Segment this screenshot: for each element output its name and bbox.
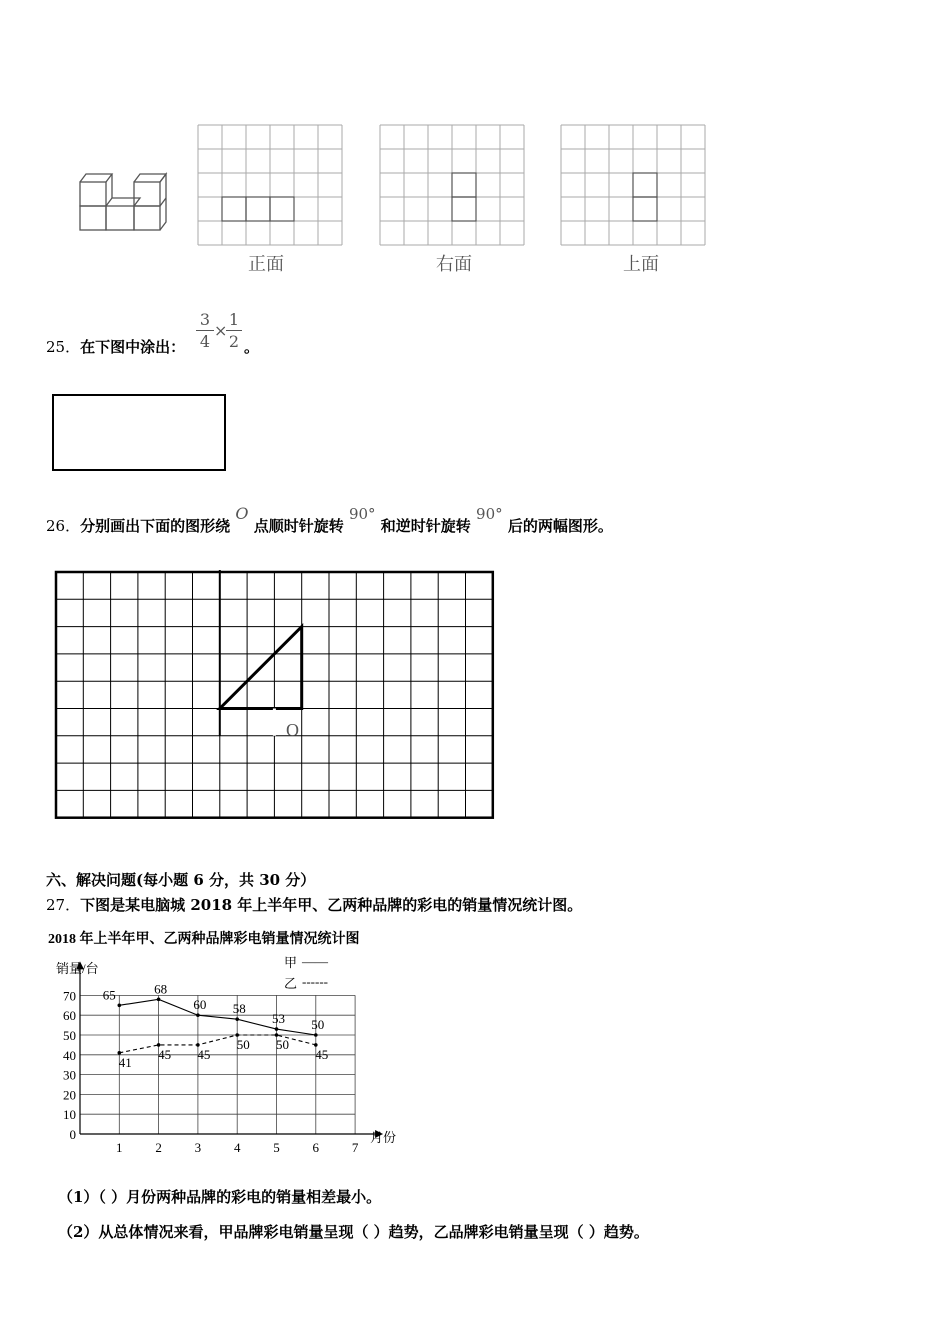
question-text: 在下图中涂出：	[80, 338, 186, 356]
shading-rectangle[interactable]	[52, 394, 226, 471]
series-line-jia	[119, 999, 315, 1035]
data-label: 45	[315, 1046, 329, 1062]
legend-label-jia: 甲	[284, 955, 298, 970]
y-tick-label: 40	[63, 1047, 76, 1063]
angle-counterclockwise: 90°	[476, 505, 503, 523]
question-text: 下图是某电脑城 2018 年上半年甲、乙两种品牌的彩电的销量情况统计图。	[80, 896, 583, 914]
chart-title: 2018 年上半年甲、乙两种品牌彩电销量情况统计图	[48, 932, 360, 947]
sub-question-2: （2）从总体情况来看，甲品牌彩电销量呈现（ ）趋势，乙品牌彩电销量呈现（ ）趋势。	[58, 1223, 649, 1241]
angle-clockwise: 90°	[348, 505, 376, 523]
section-heading: 六、解决问题(每小题 6 分，共 30 分）	[46, 871, 316, 889]
y-tick-label: 0	[69, 1127, 76, 1142]
cube-figure	[76, 168, 172, 234]
data-point	[235, 1017, 239, 1021]
question-27	[46, 894, 582, 915]
data-label: 41	[118, 1054, 132, 1070]
x-tick-label: 1	[116, 1140, 123, 1155]
fraction-denominator: 2	[228, 332, 240, 351]
question-26	[46, 504, 613, 536]
question-25	[46, 336, 185, 357]
y-tick-label: 10	[63, 1107, 76, 1123]
front-view-grid	[196, 124, 344, 246]
x-axis-label: 月份	[370, 1130, 397, 1145]
data-point	[118, 1004, 122, 1008]
fraction-denominator: 4	[199, 332, 211, 351]
data-label: 68	[154, 981, 168, 997]
data-point	[196, 1013, 200, 1017]
data-label: 45	[158, 1046, 172, 1062]
data-label: 50	[311, 1017, 325, 1032]
question-text-part: 和逆时针旋转	[380, 517, 471, 535]
question-number: 25．	[46, 338, 81, 356]
y-tick-label: 30	[63, 1067, 76, 1083]
grid-point-o-label: O	[286, 720, 299, 740]
data-point	[275, 1027, 279, 1031]
legend-label-yi: 乙	[284, 976, 298, 991]
drawn-square	[452, 197, 476, 221]
rotation-grid[interactable]	[54, 570, 496, 822]
data-label: 58	[232, 1001, 246, 1017]
x-tick-label: 7	[351, 1140, 359, 1155]
y-tick-label: 50	[63, 1028, 76, 1043]
x-tick-label: 4	[233, 1140, 241, 1155]
question-text-part: 点顺时针旋转	[253, 517, 344, 535]
data-label: 60	[193, 997, 207, 1013]
times-sign: ×	[214, 321, 228, 340]
legend-mark-jia: ——	[302, 954, 328, 969]
top-view-label: 上面	[623, 254, 659, 275]
front-view-label: 正面	[248, 254, 284, 275]
right-view-label: 右面	[436, 254, 472, 275]
chart-legend	[284, 954, 329, 991]
drawn-square	[452, 173, 476, 197]
y-tick-label: 60	[63, 1008, 76, 1024]
fraction-numerator: 1	[228, 310, 240, 329]
y-axis-label: 销量/台	[56, 961, 99, 976]
point-o-symbol: O	[235, 504, 249, 523]
x-tick-label: 6	[312, 1140, 320, 1155]
y-tick-label: 70	[63, 988, 76, 1004]
data-label: 53	[272, 1011, 285, 1027]
question-number: 26．	[46, 517, 81, 535]
right-view-grid	[378, 124, 526, 246]
fraction-one-half	[226, 310, 242, 351]
question-text-part: 后的两幅图形。	[507, 517, 613, 535]
sales-line-chart	[40, 924, 420, 1160]
drawn-square	[246, 197, 270, 221]
drawn-square	[633, 197, 657, 221]
sub-question-1: （1）（ ）月份两种品牌的彩电的销量相差最小。	[58, 1188, 382, 1206]
fraction-numerator: 3	[199, 310, 211, 329]
data-point	[157, 998, 161, 1002]
data-label: 65	[102, 987, 116, 1003]
question-number: 27．	[46, 896, 81, 914]
triangle-shape	[220, 627, 302, 709]
question-end-mark: 。	[244, 338, 260, 356]
x-tick-label: 5	[273, 1140, 280, 1155]
drawn-square	[222, 197, 246, 221]
x-tick-label: 2	[155, 1140, 162, 1155]
data-label: 50	[236, 1037, 250, 1052]
data-label: 50	[276, 1037, 289, 1052]
data-point	[314, 1033, 318, 1037]
y-tick-label: 20	[63, 1087, 76, 1103]
top-view-grid	[559, 124, 707, 246]
drawn-square	[633, 173, 657, 197]
data-label: 45	[197, 1046, 211, 1062]
legend-mark-yi: ------	[302, 974, 328, 989]
drawn-square	[270, 197, 294, 221]
x-tick-label: 3	[194, 1140, 202, 1155]
question-text-part: 分别画出下面的图形绕	[80, 517, 231, 535]
fraction-three-quarters	[196, 310, 214, 351]
